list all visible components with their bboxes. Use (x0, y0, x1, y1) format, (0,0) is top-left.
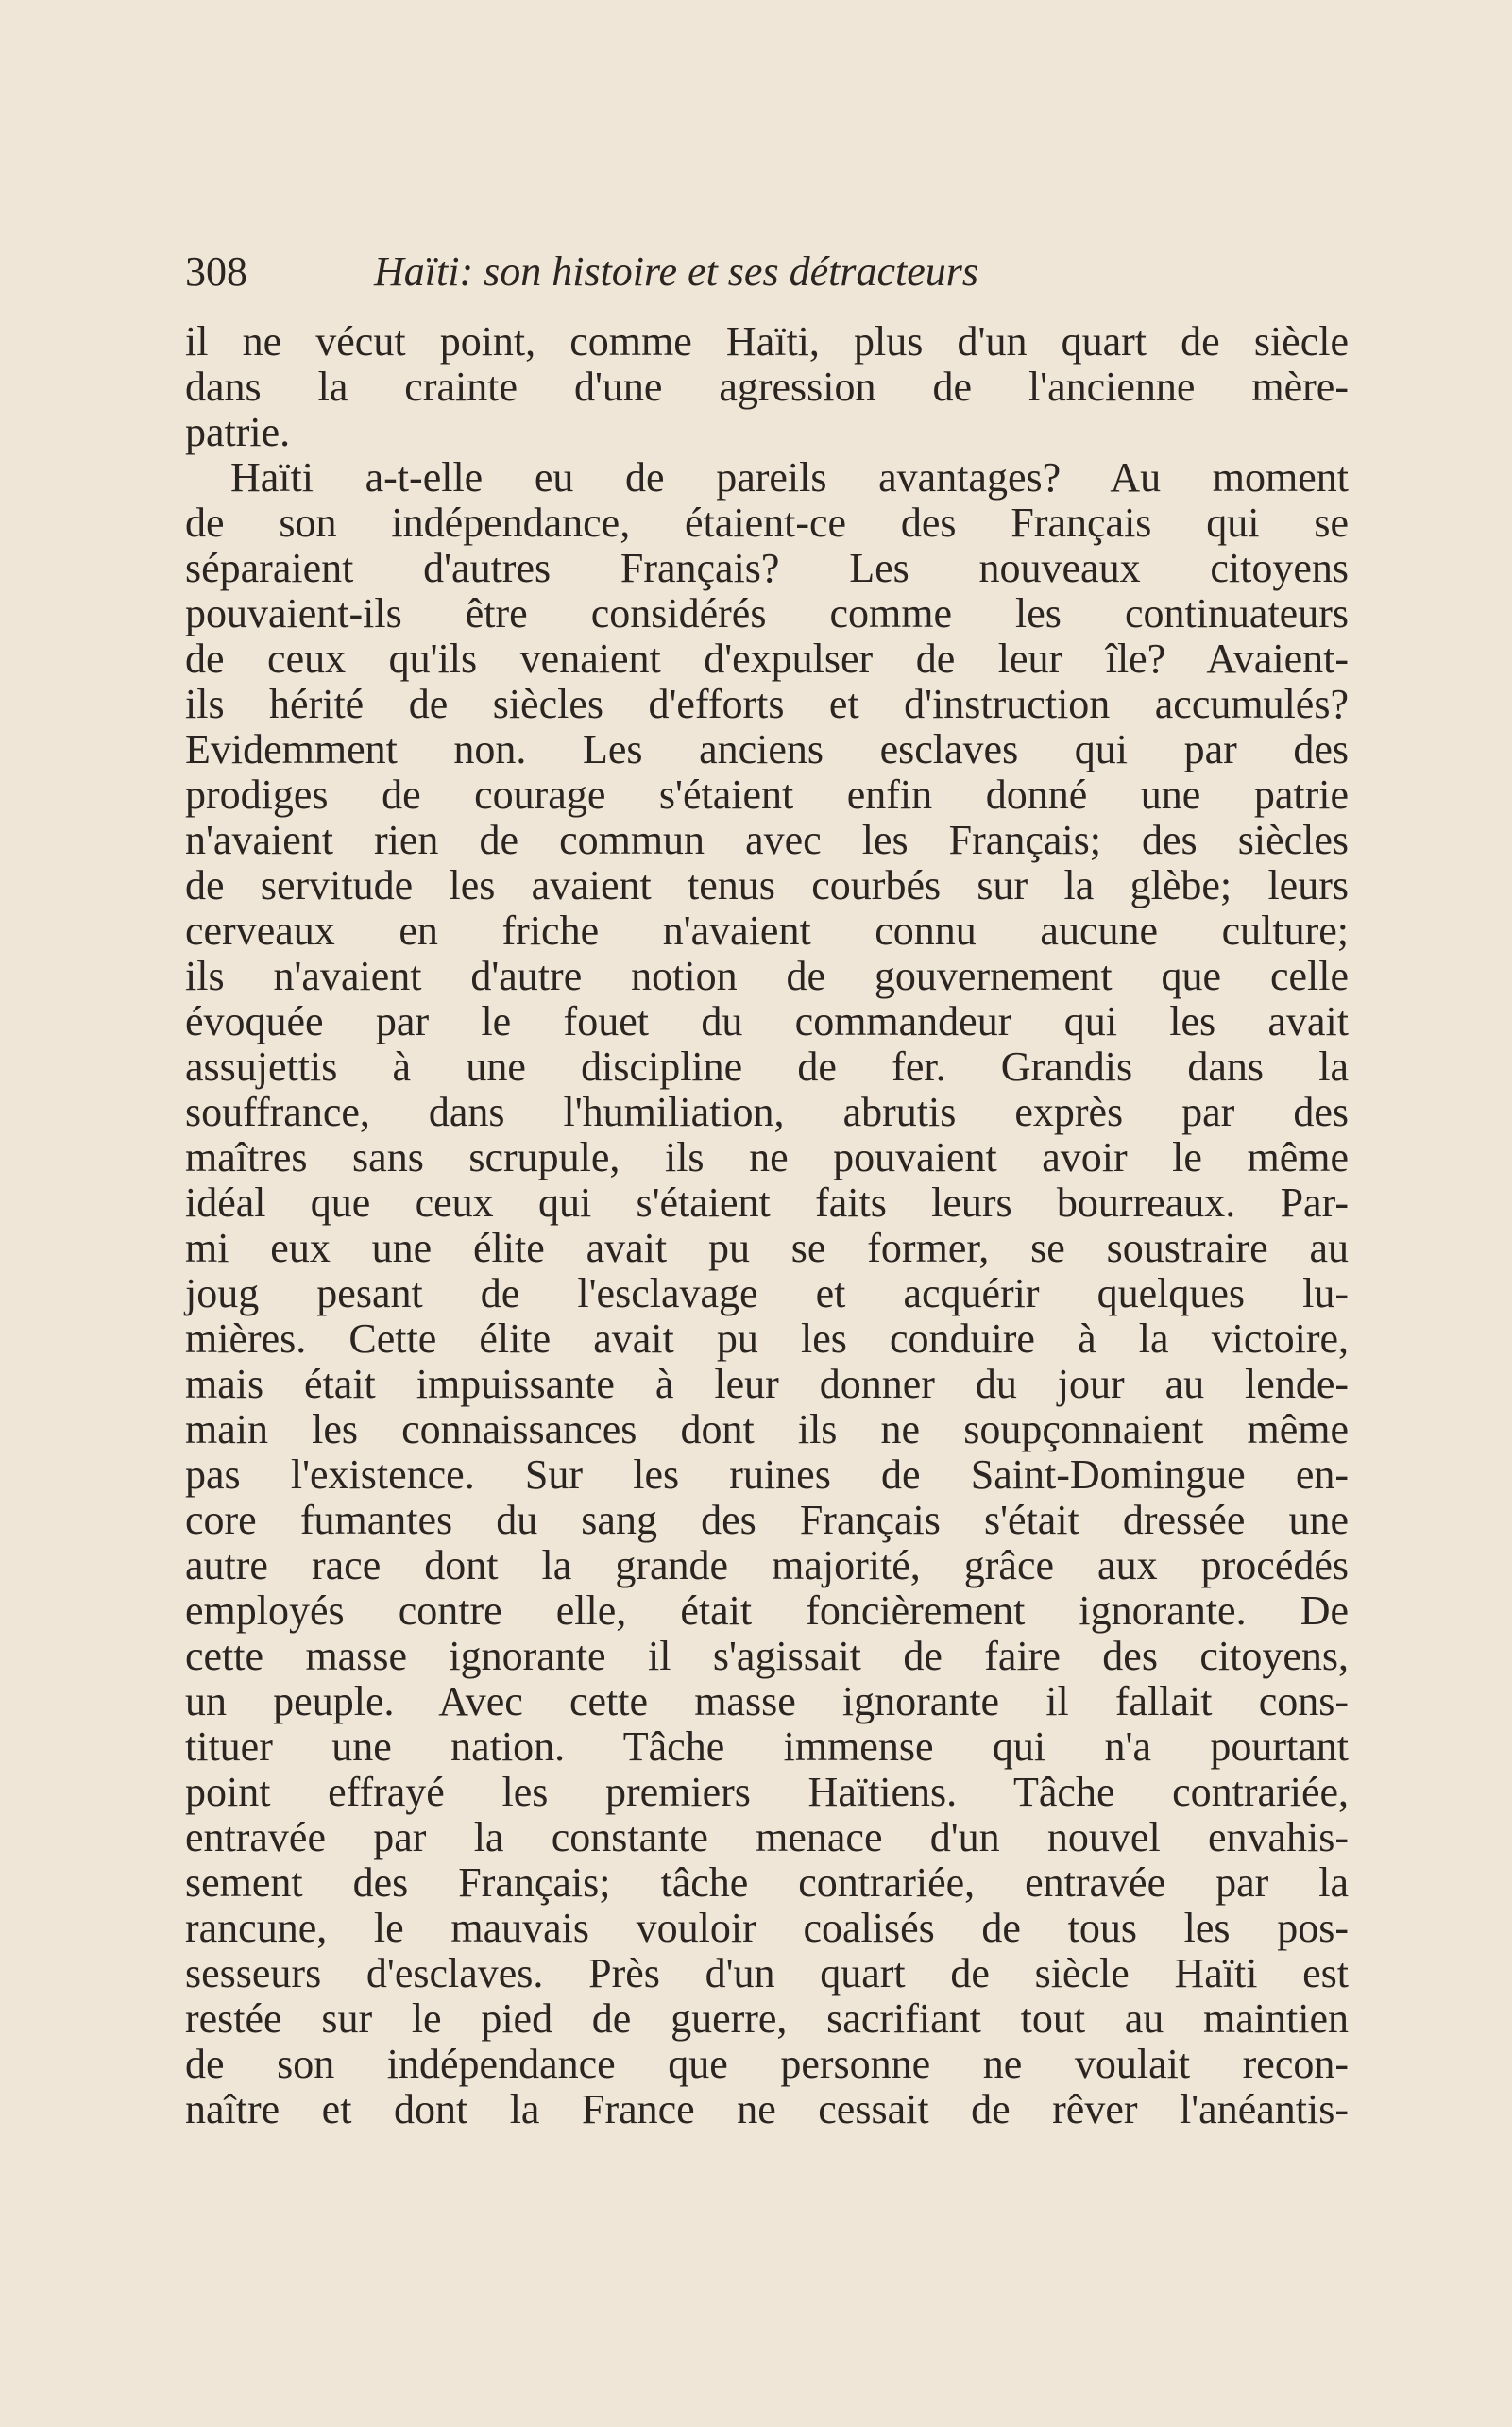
running-title: Haïti: son histoire et ses détracteurs (374, 248, 978, 295)
text-line: mières. Cette élite avait pu les conduire à la victoire, (185, 1315, 1349, 1362)
page-header (185, 244, 1160, 300)
text-line: Evidemment non. Les anciens esclaves qui par des (185, 726, 1349, 772)
text-line: de ceux qu'ils venaient d'expulser de leur île? Avaient- (185, 636, 1349, 682)
body-text (185, 319, 1349, 2132)
text-line: mais était impuissante à leur donner du jour au lende- (185, 1361, 1349, 1407)
text-line: cerveaux en friche n'avaient connu aucune culture; (185, 908, 1349, 954)
text-line: tituer une nation. Tâche immense qui n'a pourtant (185, 1723, 1349, 1770)
text-line: core fumantes du sang des Français s'était dressée une (185, 1497, 1349, 1543)
text-line: prodiges de courage s'étaient enfin donné une patrie (185, 772, 1349, 818)
text-line: restée sur le pied de guerre, sacrifiant tout au maintien (185, 1995, 1349, 2042)
text-line: joug pesant de l'esclavage et acquérir quelques lu- (185, 1270, 1349, 1316)
text-line: n'avaient rien de commun avec les Français; des siècles (185, 817, 1349, 863)
page-number: 308 (185, 248, 247, 295)
text-line: il ne vécut point, comme Haïti, plus d'un quart de siècle (185, 318, 1349, 365)
text-line: pouvaient-ils être considérés comme les continuateurs (185, 590, 1349, 636)
text-line: pas l'existence. Sur les ruines de Saint-Domingue en- (185, 1451, 1349, 1498)
text-line: évoquée par le fouet du commandeur qui les avait (185, 998, 1349, 1044)
text-line: ils hérité de siècles d'efforts et d'instruction accumulés? (185, 681, 1349, 727)
text-line: Haïti a-t-elle eu de pareils avantages? Au moment (230, 454, 1349, 501)
text-line: dans la crainte d'une agression de l'ancienne mère- (185, 364, 1349, 410)
text-line: rancune, le mauvais vouloir coalisés de tous les pos- (185, 1905, 1349, 1951)
text-line: souffrance, dans l'humiliation, abrutis exprès par des (185, 1089, 1349, 1135)
text-line: autre race dont la grande majorité, grâce aux procédés (185, 1542, 1349, 1588)
text-line: sesseurs d'esclaves. Près d'un quart de siècle Haïti est (185, 1950, 1349, 1996)
text-line: de son indépendance que personne ne voulait recon- (185, 2041, 1349, 2087)
text-line: patrie. (185, 409, 291, 455)
text-line: employés contre elle, était foncièrement ignorante. De (185, 1587, 1349, 1634)
text-line: séparaient d'autres Français? Les nouveaux citoyens (185, 545, 1349, 591)
text-line: maîtres sans scrupule, ils ne pouvaient avoir le même (185, 1134, 1349, 1180)
text-line: naître et dont la France ne cessait de rêver l'anéantis- (185, 2086, 1349, 2132)
text-line: main les connaissances dont ils ne soupçonnaient même (185, 1406, 1349, 1452)
text-line: point effrayé les premiers Haïtiens. Tâche contrariée, (185, 1769, 1349, 1815)
text-line: de servitude les avaient tenus courbés sur la glèbe; leurs (185, 862, 1349, 908)
text-line: entravée par la constante menace d'un nouvel envahis- (185, 1814, 1349, 1860)
text-line: ils n'avaient d'autre notion de gouvernement que celle (185, 953, 1349, 999)
text-line: assujettis à une discipline de fer. Grandis dans la (185, 1044, 1349, 1090)
text-line: sement des Français; tâche contrariée, entravée par la (185, 1859, 1349, 1906)
text-line: un peuple. Avec cette masse ignorante il fallait cons- (185, 1678, 1349, 1724)
text-line: mi eux une élite avait pu se former, se soustraire au (185, 1225, 1349, 1271)
text-line: cette masse ignorante il s'agissait de faire des citoyens, (185, 1633, 1349, 1679)
text-line: de son indépendance, étaient-ce des Français qui se (185, 500, 1349, 546)
text-line: idéal que ceux qui s'étaient faits leurs bourreaux. Par- (185, 1180, 1349, 1226)
